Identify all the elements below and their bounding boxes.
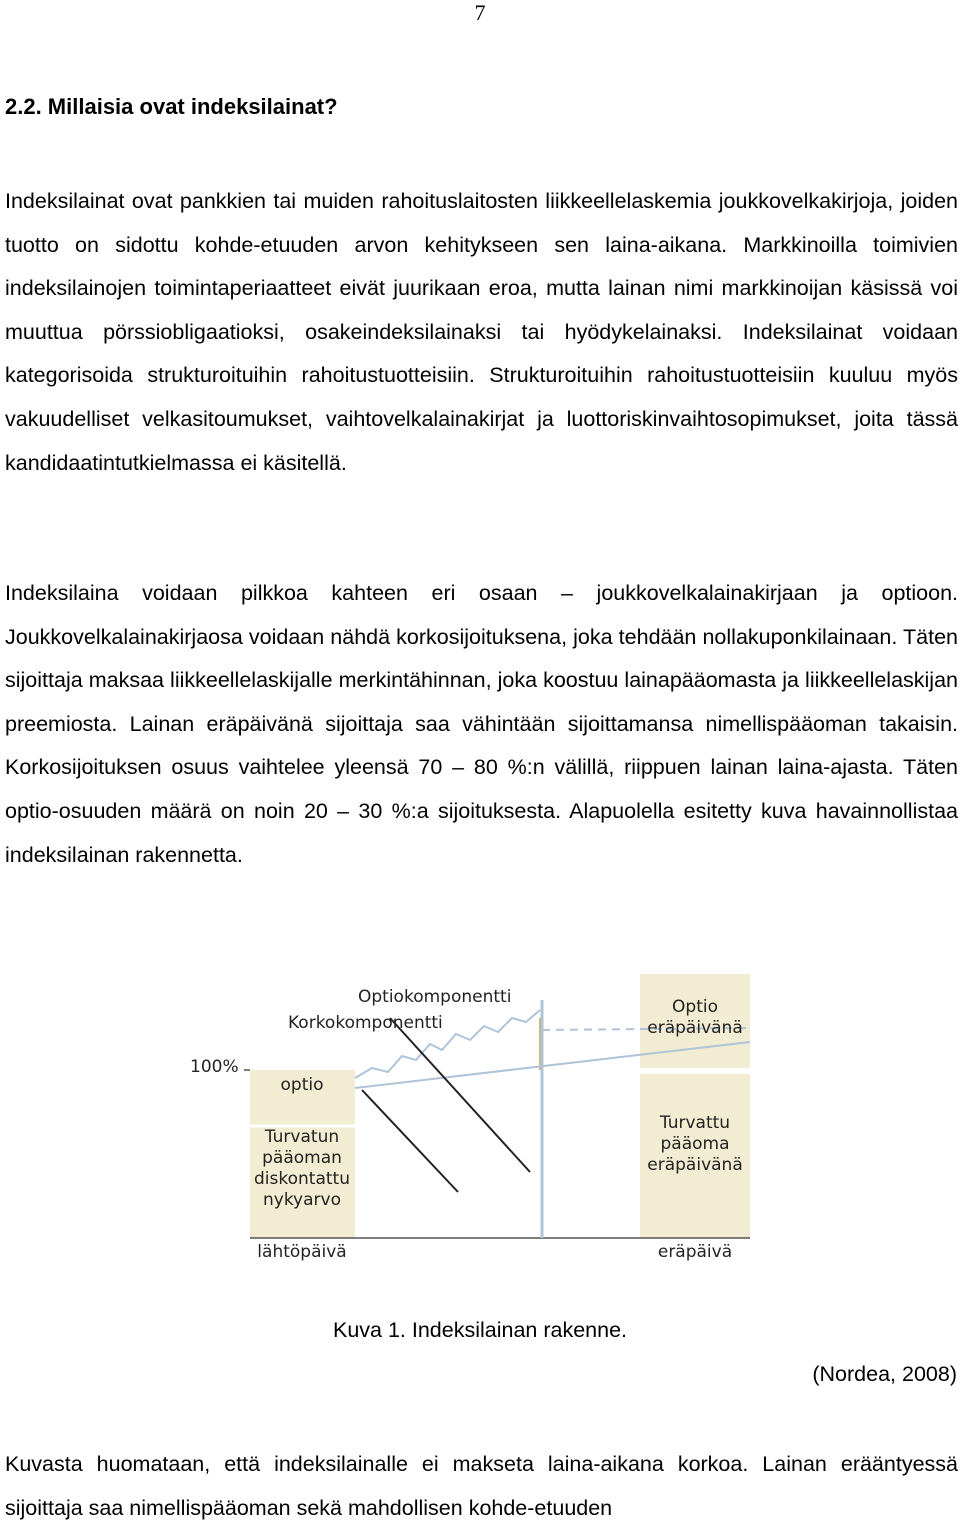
- protected-capital-label-2: pääoman: [262, 1148, 342, 1168]
- structure-diagram: [180, 960, 780, 1270]
- option-pointer-line: [390, 1018, 530, 1172]
- protected-capital-label-4: nykyarvo: [262, 1190, 342, 1210]
- body-paragraph-1: Indeksilainat ovat pankkien tai muiden rahoituslaitosten liikkeellelaskemia joukkovelkakirjoja, joiden tuotto on sidottu kohde-etuuden arvon kehitykseen sen laina-aikana. Markkinoilla toimivien indeksilainojen toimintaperiaatteet eivät juurikaan eroa, mutta lainan nimi markkinoijan käsissä voi muuttua pörssiobligaatioksi, osakeindeksilainaksi tai hyödykelainaksi. Indeksilainat voidaan kategorisoida strukturoituihin rahoitustuotteisiin. Strukturoituihin rahoitustuotteisiin kuuluu myös vakuudelliset velkasitoumukset, vaihtovelkalainakirjat ja luottoriskinvaihtosopimukset, joita tässä kandidaatintutkielmassa ei käsitellä.: [5, 189, 958, 475]
- secured-capital-label-1: Turvattu: [659, 1113, 731, 1133]
- body-paragraph-2: Indeksilaina voidaan pilkkoa kahteen eri osaan – joukkovelkalainakirjaan ja optioon. Joukkovelkalainakirjaosa voidaan nähdä korkosijoituksena, joka tehdään nollakuponkilainaan. Täten sijoittaja maksaa liikkeellelaskijalle merkintähinnan, joka koostuu lainapääomasta ja liikkeellelaskijan preemiosta. Lainan eräpäivänä sijoittaja saa vähintään sijoittamansa nimellispääoman takaisin. Korkosijoituksen osuus vaihtelee yleensä 70 – 80 %:n välillä, riippuen lainan laina-ajasta. Täten optio-osuuden määrä on noin 20 – 30 %:a sijoituksesta. Alapuolella esitetty kuva havainnollistaa indeksilainan rakennetta.: [5, 581, 958, 867]
- interest-pointer-line: [362, 1090, 458, 1192]
- maturity-date-label: eräpäivä: [657, 1242, 733, 1262]
- protected-capital-label-3: diskontattu: [254, 1169, 350, 1189]
- protected-capital-label-1: Turvatun: [264, 1127, 340, 1147]
- figure-source: (Nordea, 2008): [812, 1362, 957, 1386]
- figure-caption: Kuva 1. Indeksilainan rakenne.: [332, 1318, 628, 1342]
- body-paragraph-3: Kuvasta huomataan, että indeksilainalle ei makseta laina-aikana korkoa. Lainan erääntyessä sijoittaja saa nimellispääoman sekä mahdollisen kohde-etuuden: [5, 1452, 958, 1520]
- option-maturity-label-2: eräpäivänä: [647, 1018, 743, 1038]
- option-label: optio: [280, 1075, 324, 1095]
- option-maturity-label-1: Optio: [672, 997, 718, 1017]
- section-heading: 2.2. Millaisia ovat indeksilainat?: [5, 94, 338, 119]
- page-number: 7: [474, 0, 486, 25]
- index-loan-structure-figure: [180, 960, 780, 1270]
- option-component-label: Optiokomponentti: [358, 987, 512, 1007]
- percent-100-label: 100%: [190, 1057, 239, 1077]
- secured-capital-label-2: pääoma: [660, 1134, 730, 1154]
- interest-component-label: Korkokomponentti: [288, 1013, 443, 1033]
- secured-capital-label-3: eräpäivänä: [647, 1155, 743, 1175]
- start-date-label: lähtöpäivä: [257, 1242, 347, 1262]
